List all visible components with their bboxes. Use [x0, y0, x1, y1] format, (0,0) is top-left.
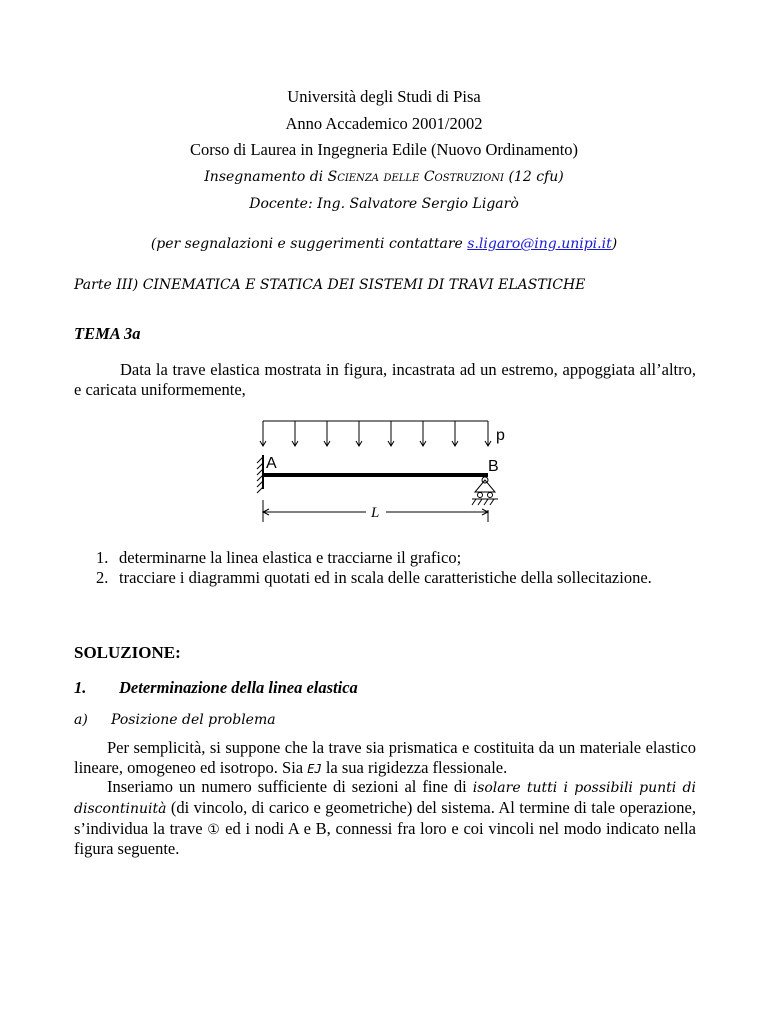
- paragraph-2: [74, 777, 696, 859]
- task-item: [74, 548, 696, 568]
- subject-line: [0, 167, 768, 187]
- academic-year: Anno Accademico 2001/2002: [285, 114, 483, 133]
- task-list: [74, 548, 696, 588]
- subject-suffix: (12 cfu): [504, 169, 564, 185]
- university-name: Università degli Studi di Pisa: [287, 87, 481, 106]
- roller-support: [472, 477, 498, 505]
- beam: [263, 473, 488, 477]
- node-b-label: B: [488, 458, 499, 475]
- p1-symbol: EJ: [307, 762, 322, 776]
- p2-text-c: ed i nodi A e B, connessi fra loro e coi vincoli nel modo indicato nella figura seguente.: [74, 819, 696, 858]
- p1-text-a: Per semplicità, si suppone che la trave sia prismatica e costituita da un materiale elastico lineare, omogeneo ed isotropo. Sia: [74, 738, 696, 777]
- part-title: Parte III) CINEMATICA E STATICA DEI SISTEMI DI TRAVI ELASTICHE: [74, 277, 586, 293]
- distributed-load: [260, 421, 491, 446]
- p2-text-a: Inseriamo un numero sufficiente di sezioni al fine di: [107, 777, 473, 796]
- paragraph-1: [74, 738, 696, 779]
- beam-figure: [240, 415, 530, 530]
- contact-prefix: (per segnalazioni e suggerimenti contattare: [150, 236, 468, 252]
- subject-name: Scienza delle Costruzioni: [327, 169, 505, 185]
- task-text: determinarne la linea elastica e tracciarne il grafico;: [119, 548, 462, 567]
- course-name: Corso di Laurea in Ingegneria Edile (Nuovo Ordinamento): [189, 140, 579, 159]
- load-label: p: [496, 427, 505, 444]
- subject-prefix: Insegnamento di: [204, 169, 328, 185]
- p2-italic: isolare tutti i possibili punti di discontinuità: [74, 780, 696, 817]
- p2-text-b: (di vincolo, di carico e geometriche) del sistema. Al termine di tale operazione, s’individua la trave: [74, 798, 696, 838]
- contact-line: [0, 234, 768, 254]
- node-a-label: A: [266, 455, 277, 472]
- task-number: 2.: [96, 568, 109, 587]
- section-title: Determinazione della linea elastica: [119, 678, 358, 697]
- subsection-title: Posizione del problema: [111, 712, 276, 728]
- fixed-support: [257, 455, 263, 493]
- teacher-line: Docente: Ing. Salvatore Sergio Ligarò: [249, 196, 519, 212]
- contact-email-link[interactable]: s.ligaro@ing.unipi.it: [467, 236, 612, 252]
- tema-intro: Data la trave elastica mostrata in figura, incastrata ad un estremo, appoggiata all’altro, e caricata uniformemente,: [74, 360, 696, 399]
- task-text: tracciare i diagrammi quotati ed in scala delle caratteristiche della sollecitazione.: [119, 568, 652, 587]
- beam-number-icon: ①: [207, 821, 221, 837]
- section-number: 1.: [74, 678, 87, 697]
- p1-text-b: la sua rigidezza flessionale.: [321, 758, 508, 777]
- contact-suffix: ): [611, 236, 618, 252]
- length-label: L: [371, 505, 380, 521]
- subsection-number: a): [74, 712, 88, 728]
- solution-heading: SOLUZIONE:: [74, 643, 181, 662]
- tema-title: TEMA 3a: [74, 324, 141, 343]
- task-number: 1.: [96, 548, 109, 567]
- task-item: [74, 568, 696, 588]
